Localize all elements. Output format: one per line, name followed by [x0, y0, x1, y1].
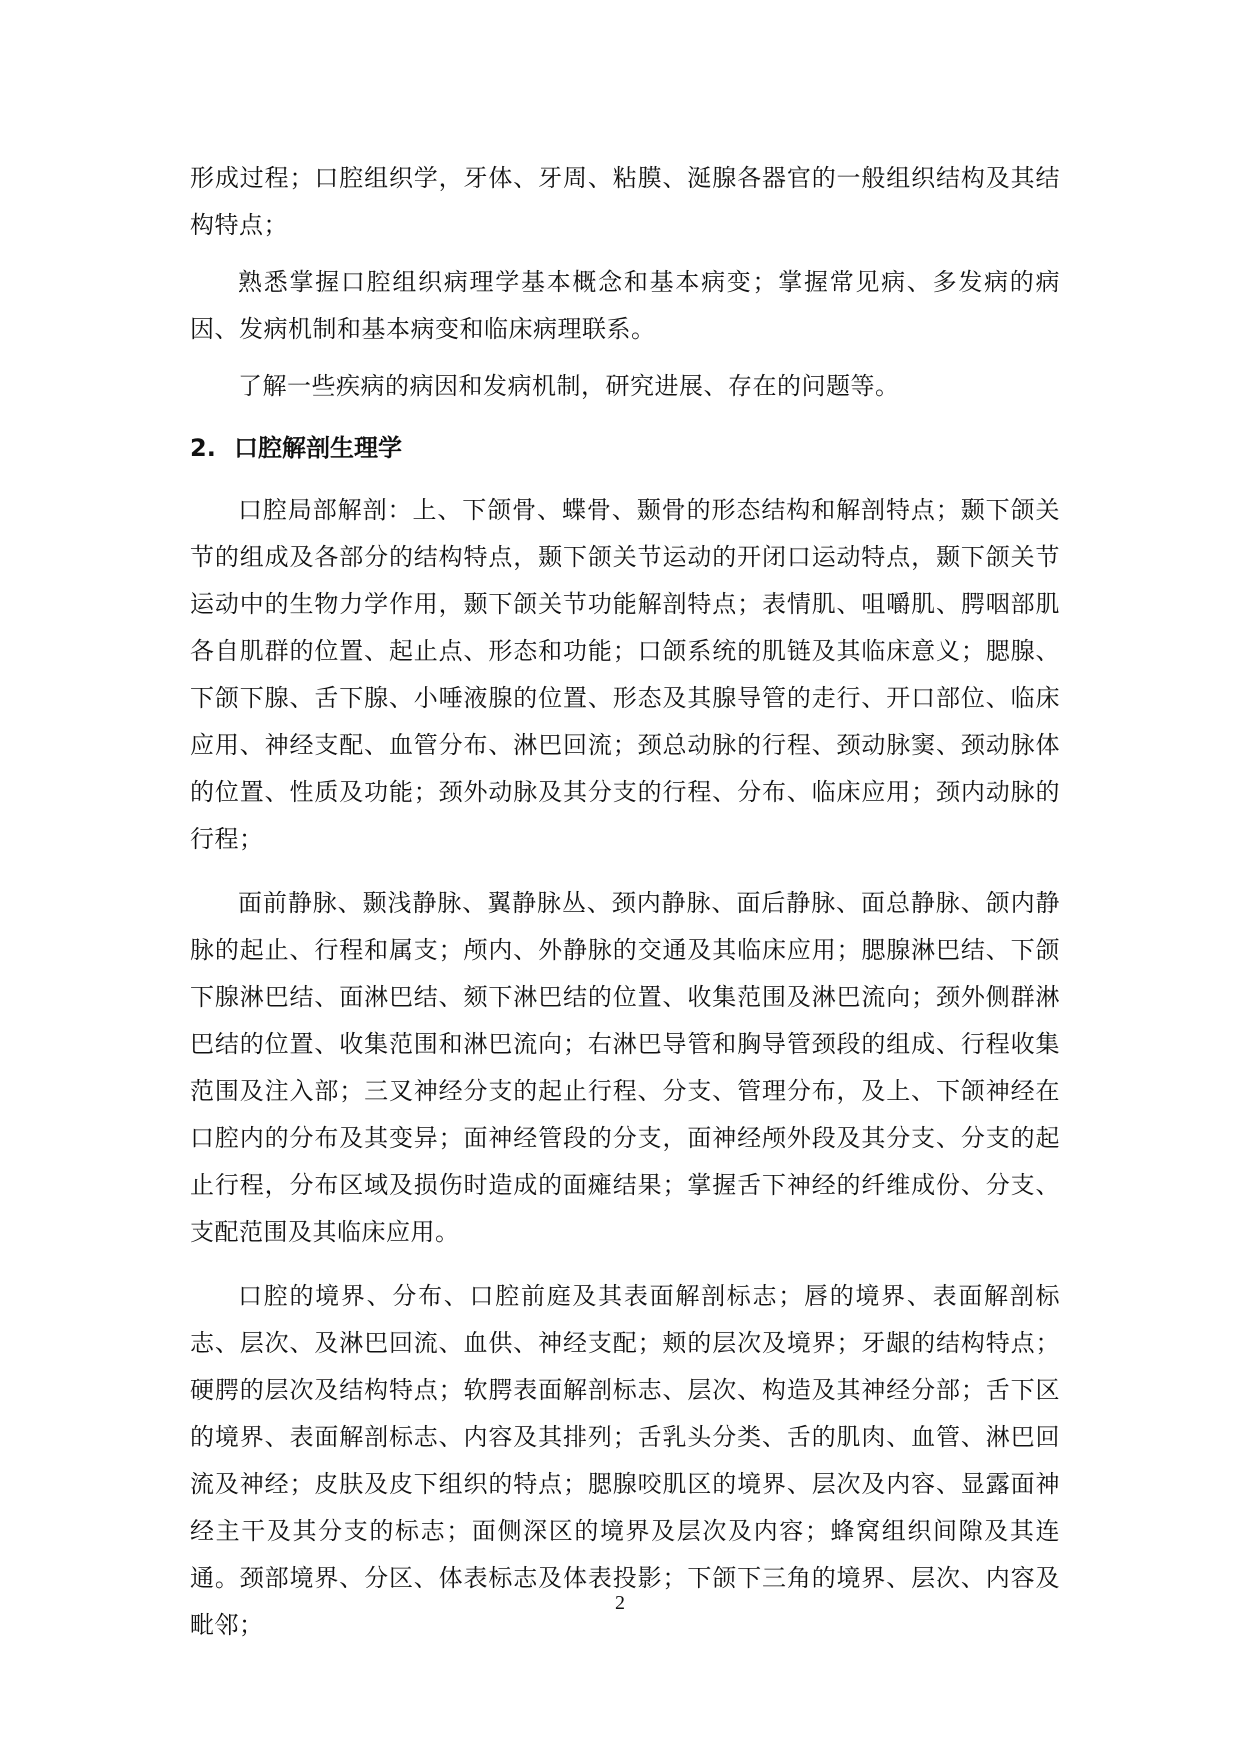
- paragraph-4: 口腔局部解剖：上、下颌骨、蝶骨、颞骨的形态结构和解剖特点；颞下颌关节的组成及各部分的结构特点，颞下颌关节运动的开闭口运动特点，颞下颌关节运动中的生物力学作用，颞下颌关节功能解剖特点；表情肌、咀嚼肌、腭咽部肌各自肌群的位置、起止点、形态和功能；口颌系统的肌链及其临床意义；腮腺、下颌下腺、舌下腺、小唾液腺的位置、形态及其腺导管的走行、开口部位、临床应用、神经支配、血管分布、淋巴回流；颈总动脉的行程、颈动脉窦、颈动脉体的位置、性质及功能；颈外动脉及其分支的行程、分布、临床应用；颈内动脉的行程；: [190, 496, 1060, 853]
- section-heading: [190, 425, 1060, 472]
- section-title: 口腔解剖生理学: [234, 434, 402, 462]
- paragraph-5: 面前静脉、颞浅静脉、翼静脉丛、颈内静脉、面后静脉、面总静脉、颌内静脉的起止、行程和属支；颅内、外静脉的交通及其临床应用；腮腺淋巴结、下颌下腺淋巴结、面淋巴结、颏下淋巴结的位置、收集范围及淋巴流向；颈外侧群淋巴结的位置、收集范围和淋巴流向；右淋巴导管和胸导管颈段的组成、行程收集范围及注入部；三叉神经分支的起止行程、分支、管理分布，及上、下颌神经在口腔内的分布及其变异；面神经管段的分支，面神经颅外段及其分支、分支的起止行程，分布区域及损伤时造成的面瘫结果；掌握舌下神经的纤维成份、分支、支配范围及其临床应用。: [190, 889, 1060, 1246]
- page-body: [190, 155, 1060, 1649]
- paragraph-6: 口腔的境界、分布、口腔前庭及其表面解剖标志；唇的境界、表面解剖标志、层次、及淋巴回流、血供、神经支配；颊的层次及境界；牙龈的结构特点；硬腭的层次及结构特点；软腭表面解剖标志、层次、构造及其神经分部；舌下区的境界、表面解剖标志、内容及其排列；舌乳头分类、舌的肌肉、血管、淋巴回流及神经；皮肤及皮下组织的特点；腮腺咬肌区的境界、层次及内容、显露面神经主干及其分支的标志；面侧深区的境界及层次及内容；蜂窝组织间隙及其连通。颈部境界、分区、体表标志及体表投影；下颌下三角的境界、层次、内容及毗邻；: [190, 1282, 1060, 1639]
- section-number: 2.: [190, 434, 216, 462]
- paragraph-2: 熟悉掌握口腔组织病理学基本概念和基本病变；掌握常见病、多发病的病因、发病机制和基本病变和临床病理联系。: [190, 268, 1060, 343]
- paragraph-3: 了解一些疾病的病因和发病机制，研究进展、存在的问题等。: [238, 372, 900, 400]
- paragraph-1: 形成过程；口腔组织学，牙体、牙周、粘膜、涎腺各器官的一般组织结构及其结构特点；: [190, 164, 1060, 239]
- page-number: 2: [615, 1592, 625, 1614]
